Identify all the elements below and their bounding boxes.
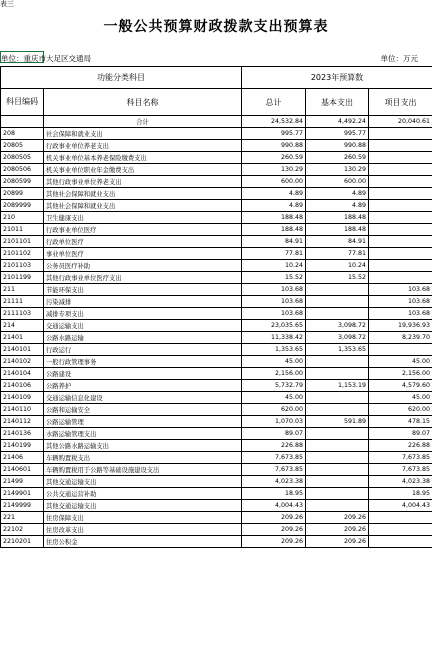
row-basic-cell xyxy=(306,308,369,320)
row-basic-cell xyxy=(306,368,369,380)
row-total-cell: 89.07 xyxy=(242,428,306,440)
header-project: 项目支出 xyxy=(369,89,432,116)
row-project-cell xyxy=(369,248,432,260)
row-project-cell: 19,936.93 xyxy=(369,320,432,332)
header-name: 科目名称 xyxy=(44,89,242,116)
row-total-cell: 1,353.65 xyxy=(242,344,306,356)
table-row xyxy=(1,236,432,248)
row-basic-cell: 84.91 xyxy=(306,236,369,248)
row-code-cell: 208 xyxy=(1,128,44,140)
row-project-cell: 4,579.60 xyxy=(369,380,432,392)
table-row xyxy=(1,140,432,152)
row-name-cell: 公路和运输安全 xyxy=(44,404,242,416)
row-name-cell: 机关事业单位职业年金缴费支出 xyxy=(44,164,242,176)
row-name-cell: 事业单位医疗 xyxy=(44,248,242,260)
row-code-cell: 2140102 xyxy=(1,356,44,368)
row-name-cell: 减排专项支出 xyxy=(44,308,242,320)
header-basic: 基本支出 xyxy=(306,89,369,116)
row-code-cell: 2140109 xyxy=(1,392,44,404)
row-basic-cell: 600.00 xyxy=(306,176,369,188)
row-code-cell: 214 xyxy=(1,320,44,332)
row-name-cell: 住房保障支出 xyxy=(44,512,242,524)
row-project-cell: 226.88 xyxy=(369,440,432,452)
row-project-cell xyxy=(369,152,432,164)
row-code-cell: 2080506 xyxy=(1,164,44,176)
table-row xyxy=(1,284,432,296)
row-name-cell: 行政单位医疗 xyxy=(44,236,242,248)
row-basic-cell: 591.89 xyxy=(306,416,369,428)
row-name-cell: 卫生健康支出 xyxy=(44,212,242,224)
row-code-cell: 2089999 xyxy=(1,200,44,212)
row-project-cell: 478.15 xyxy=(369,416,432,428)
table-row xyxy=(1,380,432,392)
table-row xyxy=(1,224,432,236)
row-total-cell: 5,732.79 xyxy=(242,380,306,392)
row-project-cell xyxy=(369,272,432,284)
table-row xyxy=(1,440,432,452)
row-total-cell: 1,070.03 xyxy=(242,416,306,428)
row-name-cell: 其他行政事业单位养老支出 xyxy=(44,176,242,188)
row-basic-cell: 995.77 xyxy=(306,128,369,140)
row-project-cell: 620.00 xyxy=(369,404,432,416)
row-total-cell: 990.88 xyxy=(242,140,306,152)
row-basic-cell: 1,353.65 xyxy=(306,344,369,356)
row-code-cell: 2149999 xyxy=(1,500,44,512)
row-total-cell: 620.00 xyxy=(242,404,306,416)
row-code-cell: 221 xyxy=(1,512,44,524)
unit-department-label: 单位：重庆市大足区交通局 xyxy=(1,54,91,63)
table-row xyxy=(1,332,432,344)
table-row xyxy=(1,200,432,212)
row-basic-cell xyxy=(306,488,369,500)
row-total-cell: 7,673.85 xyxy=(242,452,306,464)
row-basic-cell: 209.26 xyxy=(306,536,369,548)
table-row xyxy=(1,296,432,308)
row-code-cell: 2101199 xyxy=(1,272,44,284)
row-name-cell: 社会保障和就业支出 xyxy=(44,128,242,140)
table-row xyxy=(1,428,432,440)
row-code-cell: 2140110 xyxy=(1,404,44,416)
row-total-cell: 4,004.43 xyxy=(242,500,306,512)
row-project-cell xyxy=(369,224,432,236)
row-code-cell: 2101101 xyxy=(1,236,44,248)
row-total-cell: 45.00 xyxy=(242,392,306,404)
row-total-cell: 600.00 xyxy=(242,176,306,188)
table-row xyxy=(1,272,432,284)
row-code-cell: 2140601 xyxy=(1,464,44,476)
row-project-cell xyxy=(369,164,432,176)
row-basic-cell xyxy=(306,428,369,440)
row-basic-cell: 990.88 xyxy=(306,140,369,152)
row-name-cell: 公路建设 xyxy=(44,368,242,380)
row-project-cell xyxy=(369,536,432,548)
row-project-cell: 4,004.43 xyxy=(369,500,432,512)
row-name-cell: 行政运行 xyxy=(44,344,242,356)
row-project-cell xyxy=(369,344,432,356)
row-total-cell: 188.48 xyxy=(242,224,306,236)
row-project-cell xyxy=(369,188,432,200)
row-name-cell: 行政事业单位养老支出 xyxy=(44,140,242,152)
row-code-cell: 22102 xyxy=(1,524,44,536)
row-basic-cell: 3,098.72 xyxy=(306,320,369,332)
table-row xyxy=(1,152,432,164)
row-code-cell: 2210201 xyxy=(1,536,44,548)
row-basic-cell: 15.52 xyxy=(306,272,369,284)
row-project-cell: 2,156.00 xyxy=(369,368,432,380)
row-code-cell: 21111 xyxy=(1,296,44,308)
row-total-cell: 77.81 xyxy=(242,248,306,260)
table-row xyxy=(1,260,432,272)
table-header-row xyxy=(1,89,432,116)
row-total-cell: 10.24 xyxy=(242,260,306,272)
row-basic-cell: 4.89 xyxy=(306,188,369,200)
row-total-cell: 103.68 xyxy=(242,284,306,296)
table-row xyxy=(1,452,432,464)
row-name-cell: 其他社会保障和就业支出 xyxy=(44,200,242,212)
row-basic-cell: 130.29 xyxy=(306,164,369,176)
row-total-cell: 130.29 xyxy=(242,164,306,176)
row-code-cell: 20899 xyxy=(1,188,44,200)
row-name-cell: 交通运输信息化建设 xyxy=(44,392,242,404)
row-name-cell: 机关事业单位基本养老保险缴费支出 xyxy=(44,152,242,164)
row-project-cell: 103.68 xyxy=(369,308,432,320)
header-budget-year: 2023年预算数 xyxy=(242,67,432,89)
row-total-cell: 995.77 xyxy=(242,128,306,140)
table-row xyxy=(1,524,432,536)
row-basic-cell: 3,098.72 xyxy=(306,332,369,344)
row-name-cell: 其他行政事业单位医疗支出 xyxy=(44,272,242,284)
row-code-cell: 2080505 xyxy=(1,152,44,164)
row-basic-cell xyxy=(306,440,369,452)
row-name-cell: 住房公积金 xyxy=(44,536,242,548)
row-code-cell: 2101103 xyxy=(1,260,44,272)
table-row xyxy=(1,368,432,380)
row-project-cell: 103.68 xyxy=(369,296,432,308)
row-name-cell: 交通运输支出 xyxy=(44,320,242,332)
row-total-cell: 23,035.65 xyxy=(242,320,306,332)
row-total-cell: 103.68 xyxy=(242,308,306,320)
row-name-cell: 水路运输管理支出 xyxy=(44,428,242,440)
row-name-cell: 一般行政管理事务 xyxy=(44,356,242,368)
total-row xyxy=(1,116,432,128)
row-name-cell: 污染减排 xyxy=(44,296,242,308)
table-row xyxy=(1,464,432,476)
row-total-cell: 84.91 xyxy=(242,236,306,248)
row-total-cell: 2,156.00 xyxy=(242,368,306,380)
row-basic-cell: 10.24 xyxy=(306,260,369,272)
row-total-cell: 11,338.42 xyxy=(242,332,306,344)
row-code-cell: 20805 xyxy=(1,140,44,152)
row-project-cell xyxy=(369,212,432,224)
row-code-cell: 211 xyxy=(1,284,44,296)
table-row xyxy=(1,176,432,188)
row-total-cell: 209.26 xyxy=(242,536,306,548)
row-project-cell: 8,239.70 xyxy=(369,332,432,344)
table-row xyxy=(1,164,432,176)
table-row xyxy=(1,128,432,140)
row-basic-cell xyxy=(306,404,369,416)
row-project-cell: 7,673.85 xyxy=(369,452,432,464)
table-row xyxy=(1,404,432,416)
row-basic-cell xyxy=(306,464,369,476)
header-total: 总计 xyxy=(242,89,306,116)
row-total-cell: 4,023.38 xyxy=(242,476,306,488)
row-project-cell xyxy=(369,140,432,152)
row-total-cell: 209.26 xyxy=(242,512,306,524)
row-total-cell: 260.59 xyxy=(242,152,306,164)
row-project-cell xyxy=(369,236,432,248)
row-project-cell xyxy=(369,512,432,524)
total-amount: 24,532.84 xyxy=(242,116,306,128)
row-basic-cell xyxy=(306,356,369,368)
row-name-cell: 公务员医疗补助 xyxy=(44,260,242,272)
row-code-cell: 2149901 xyxy=(1,488,44,500)
page-title: 一般公共预算财政拨款支出预算表 xyxy=(103,19,329,35)
table-row xyxy=(1,500,432,512)
row-basic-cell: 188.48 xyxy=(306,212,369,224)
row-basic-cell xyxy=(306,500,369,512)
row-project-cell: 18.95 xyxy=(369,488,432,500)
row-basic-cell: 260.59 xyxy=(306,152,369,164)
table-header-group-row xyxy=(1,67,432,89)
row-project-cell: 103.68 xyxy=(369,284,432,296)
row-basic-cell: 209.26 xyxy=(306,512,369,524)
row-basic-cell xyxy=(306,284,369,296)
row-code-cell: 2140104 xyxy=(1,368,44,380)
table-row xyxy=(1,248,432,260)
table-row xyxy=(1,320,432,332)
sheet-corner-label: 表三 xyxy=(0,0,14,8)
row-basic-cell: 1,153.19 xyxy=(306,380,369,392)
total-basic: 4,492.24 xyxy=(306,116,369,128)
row-total-cell: 7,673.85 xyxy=(242,464,306,476)
row-basic-cell: 209.26 xyxy=(306,524,369,536)
row-project-cell: 7,673.85 xyxy=(369,464,432,476)
row-name-cell: 其他交通运输支出 xyxy=(44,500,242,512)
table-row xyxy=(1,308,432,320)
row-basic-cell xyxy=(306,392,369,404)
row-project-cell xyxy=(369,200,432,212)
row-code-cell: 2140112 xyxy=(1,416,44,428)
table-row xyxy=(1,188,432,200)
row-name-cell: 公路水路运输 xyxy=(44,332,242,344)
row-code-cell: 21499 xyxy=(1,476,44,488)
row-name-cell: 公路运输管理 xyxy=(44,416,242,428)
row-name-cell: 行政事业单位医疗 xyxy=(44,224,242,236)
row-project-cell xyxy=(369,260,432,272)
row-code-cell: 2140136 xyxy=(1,428,44,440)
row-code-cell: 21401 xyxy=(1,332,44,344)
row-total-cell: 15.52 xyxy=(242,272,306,284)
row-basic-cell xyxy=(306,476,369,488)
row-name-cell: 节能环保支出 xyxy=(44,284,242,296)
table-row xyxy=(1,344,432,356)
total-code-cell xyxy=(1,116,44,128)
row-basic-cell: 188.48 xyxy=(306,224,369,236)
row-total-cell: 188.48 xyxy=(242,212,306,224)
row-code-cell: 21406 xyxy=(1,452,44,464)
row-project-cell: 89.07 xyxy=(369,428,432,440)
row-project-cell xyxy=(369,176,432,188)
row-project-cell: 4,023.38 xyxy=(369,476,432,488)
row-project-cell: 45.00 xyxy=(369,392,432,404)
row-name-cell: 其他公路水路运输支出 xyxy=(44,440,242,452)
table-row xyxy=(1,356,432,368)
row-code-cell: 2101102 xyxy=(1,248,44,260)
unit-row xyxy=(0,52,432,65)
header-code: 科目编码 xyxy=(1,89,44,116)
table-row xyxy=(1,512,432,524)
row-total-cell: 45.00 xyxy=(242,356,306,368)
row-code-cell: 2140101 xyxy=(1,344,44,356)
row-basic-cell: 4.89 xyxy=(306,200,369,212)
row-code-cell: 2140199 xyxy=(1,440,44,452)
row-total-cell: 209.26 xyxy=(242,524,306,536)
row-total-cell: 226.88 xyxy=(242,440,306,452)
row-code-cell: 2140106 xyxy=(1,380,44,392)
row-name-cell: 公路养护 xyxy=(44,380,242,392)
table-row xyxy=(1,212,432,224)
budget-table xyxy=(0,66,432,548)
table-row xyxy=(1,536,432,548)
row-project-cell xyxy=(369,128,432,140)
row-name-cell: 其他交通运输支出 xyxy=(44,476,242,488)
table-row xyxy=(1,392,432,404)
table-row xyxy=(1,488,432,500)
row-total-cell: 4.89 xyxy=(242,188,306,200)
row-name-cell: 住房改革支出 xyxy=(44,524,242,536)
row-name-cell: 车辆购置税用于公路等基础设施建设支出 xyxy=(44,464,242,476)
row-basic-cell xyxy=(306,296,369,308)
total-label: 合计 xyxy=(44,116,242,128)
row-name-cell: 车辆购置税支出 xyxy=(44,452,242,464)
row-code-cell: 21011 xyxy=(1,224,44,236)
row-total-cell: 4.89 xyxy=(242,200,306,212)
row-total-cell: 103.68 xyxy=(242,296,306,308)
table-row xyxy=(1,416,432,428)
row-project-cell: 45.00 xyxy=(369,356,432,368)
row-basic-cell: 77.81 xyxy=(306,248,369,260)
row-name-cell: 其他社会保障和就业支出 xyxy=(44,188,242,200)
row-code-cell: 2111103 xyxy=(1,308,44,320)
row-code-cell: 210 xyxy=(1,212,44,224)
row-name-cell: 公共交通运营补助 xyxy=(44,488,242,500)
unit-currency-label: 单位：万元 xyxy=(380,54,418,63)
row-total-cell: 18.95 xyxy=(242,488,306,500)
row-code-cell: 2080599 xyxy=(1,176,44,188)
total-project: 20,040.61 xyxy=(369,116,432,128)
header-functional-classification: 功能分类科目 xyxy=(1,67,242,89)
row-basic-cell xyxy=(306,452,369,464)
row-project-cell xyxy=(369,524,432,536)
table-row xyxy=(1,476,432,488)
